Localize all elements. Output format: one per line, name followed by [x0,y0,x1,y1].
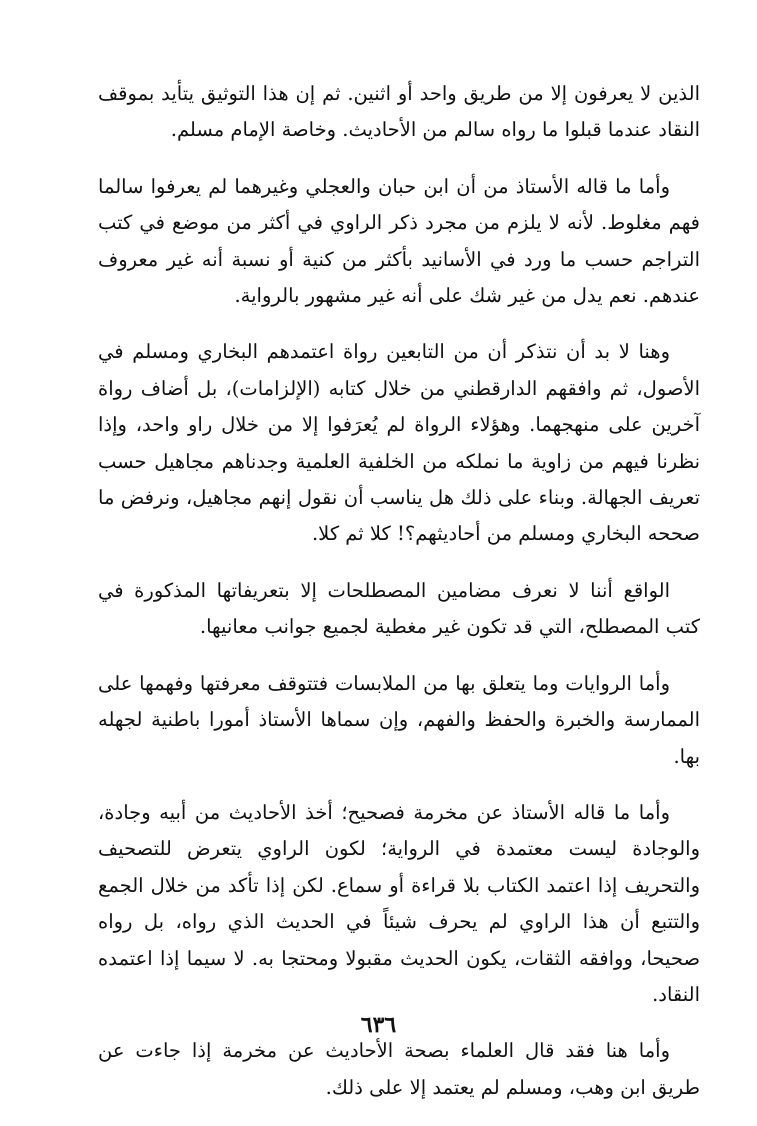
paragraph-3: وهنا لا بد أن نتذكر أن من التابعين رواة اعتمدهم البخاري ومسلم في الأصول، ثم وافقهم الدارقطني من خلال كتابه (الإلزامات)، بل أضاف رواة آخرين على منهجهما. وهؤلاء الرواة لم يُعرَفوا إلا من خلال راو واحد، وإذا نظرنا فيهم من زاوية ما نملكه من الخلفية العلمية وجدناهم مجاهيل حسب تعريف الجهالة. وبناء على ذلك هل يناسب أن نقول إنهم مجاهيل، ونرفض ما صححه البخاري ومسلم من أحاديثهم؟! كلا ثم كلا. [98,340,700,546]
paragraph-4: الواقع أننا لا نعرف مضامين المصطلحات إلا بتعريفاتها المذكورة في كتب المصطلح، التي قد تكون غير مغطية لجميع جوانب معانيها. [98,578,700,639]
page-number: ٦٣٦ [360,1012,397,1038]
paragraph-6: وأما ما قاله الأستاذ عن مخرمة فصحيح؛ أخذ الأحاديث من أبيه وجادة، والوجادة ليست معتمدة في الرواية؛ لكون الراوي يتعرض للتصحيف والتحريف إذا اعتمد الكتاب بلا قراءة أو سماع. لكن إذا تأكد من خلال الجمع والتتبع أن هذا الراوي لم يحرف شيئاً في الحديث الذي رواه، بل رواه صحيحا، ووافقه الثقات، يكون الحديث مقبولا ومحتجا به. لا سيما إذا اعتمده النقاد. [98,800,700,1006]
paragraph-2: وأما ما قاله الأستاذ من أن ابن حبان والعجلي وغيرهما لم يعرفوا سالما فهم مغلوط. لأنه لا يلزم من مجرد ذكر الراوي في أكثر من موضع في كتب التراجم حسب ما ورد في الأسانيد بأكثر من كنية أو نسبة أنه غير معروف عندهم. نعم يدل من غير شك على أنه غير مشهور بالرواية. [98,174,700,308]
paragraph-5: وأما الروايات وما يتعلق بها من الملابسات فتتوقف معرفتها وفهمها على الممارسة والخبرة والحفظ والفهم، وإن سماها الأستاذ أمورا باطنية لجهله بها. [98,671,700,768]
page-body-text [98,76,700,1126]
paragraph-1: الذين لا يعرفون إلا من طريق واحد أو اثنين. ثم إن هذا التوثيق يتأيد بموقف النقاد عندما قبلوا ما رواه سالم من الأحاديث. وخاصة الإمام مسلم. [98,82,700,142]
paragraph-7: وأما هنا فقد قال العلماء بصحة الأحاديث عن مخرمة إذا جاءت عن طريق ابن وهب، ومسلم لم يعتمد إلا على ذلك. [98,1039,700,1099]
